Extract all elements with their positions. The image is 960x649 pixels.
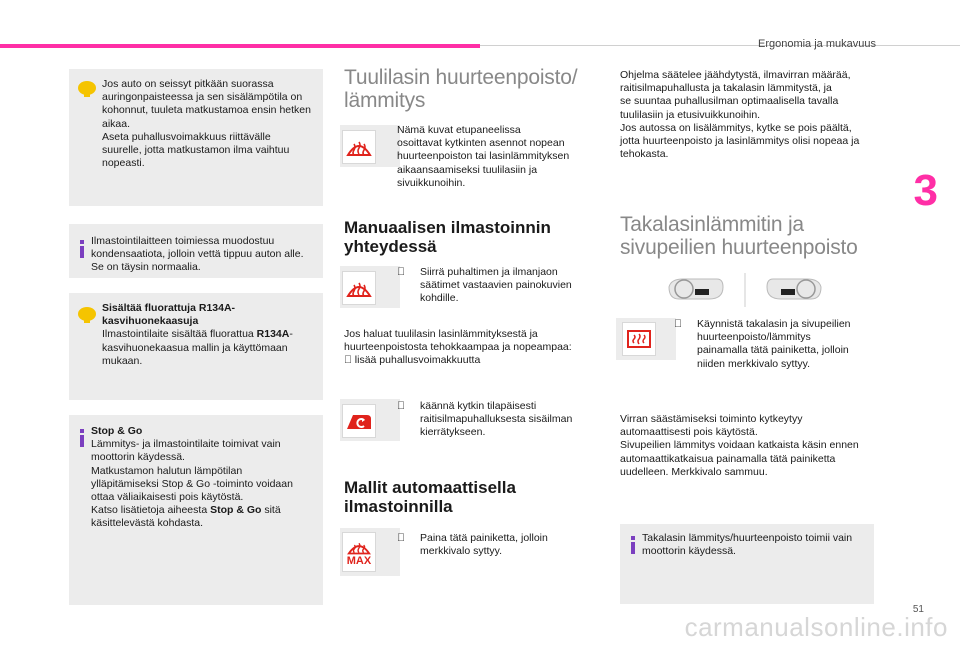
heading-windscreen-demist: Tuulilasin huurteenpoisto/ lämmitys <box>344 66 578 112</box>
manual-paragraph: Jos haluat tuulilasin lasinlämmityksestä ja huurteenpoistosta tehokkaampaa ja nopeampaa: lisää puhallusvoimakkuutta <box>344 328 572 367</box>
note-title: Sisältää fluorattuja R134A- kasvihuonekaasuja <box>102 302 236 328</box>
note-box-rear-demist <box>620 524 874 604</box>
recirculation-icon <box>345 409 373 433</box>
heading-auto-ac: Mallit automaattisella ilmastoinnilla <box>344 478 516 516</box>
rear-demist-button <box>622 322 656 356</box>
manual-item-text: Siirrä puhaltimen ja ilmanjaon säätimet vastaavien painokuvien kohdille. <box>420 266 572 305</box>
front-demist-icon <box>345 276 373 300</box>
bullet-marker <box>397 266 409 279</box>
page-number: 51 <box>912 604 924 615</box>
recirculation-button <box>342 404 376 438</box>
note-text: Takalasin lämmitys/huurteenpoisto toimii vain moottorin käydessä. <box>642 532 853 558</box>
note-box-sunlight <box>69 69 323 206</box>
note-box-condensation <box>69 224 323 278</box>
note-box-stop-go <box>69 415 323 605</box>
note-text-b: - kasvihuonekaasua mallin ja käyttömaan mukaan. <box>102 328 293 367</box>
note-box-refrigerant <box>69 293 323 400</box>
header-accent-bar <box>0 44 480 48</box>
intro-text: Nämä kuvat etupaneelissa osoittavat kytkinten asennot nopean huurteenpoiston tai lasinlämmityksen aikaansaamiseksi tuulilasiin ja sivuikkunoihin. <box>397 124 570 189</box>
note-text <box>102 302 320 368</box>
front-demist-button <box>342 130 376 164</box>
lightbulb-icon <box>77 307 97 323</box>
note-text-a: Lämmitys- ja ilmastointilaite toimivat vain moottorin käydessä. Matkustamon halutun lämpötilan ylläpitämiseksi Stop & Go -toiminto voidaan ottaa väliaikaisesti pois käytöstä. Katso lisätietoja aiheesta <box>91 438 293 517</box>
note-text-bold: R134A <box>256 328 290 341</box>
note-text-bold: Stop & Go <box>210 504 262 517</box>
max-demist-button <box>342 532 376 572</box>
right-paragraph-2: Virran säästämiseksi toiminto kytkeytyy automaattisesti pois käytöstä. Sivupeilien lämmitys voidaan katkaista käsin ennen automaattikatkaisua painamalla tätä painiketta uudelleen. Merkkivalo sammuu. <box>620 413 859 478</box>
note-text-a: Ilmastointilaite sisältää fluorattua <box>102 328 257 341</box>
front-demist-button <box>342 271 376 305</box>
heading-manual-ac: Manuaalisen ilmastoinnin yhteydessä <box>344 218 551 256</box>
bullet-marker <box>397 532 409 545</box>
heading-rear-demist: Takalasinlämmitin ja sivupeilien huurteenpoisto <box>620 213 858 259</box>
rear-item-text: Käynnistä takalasin ja sivupeilien huurteenpoisto/lämmitys painamalla tätä painiketta, jolloin niiden merkkivalo syttyy. <box>697 318 851 370</box>
info-icon <box>79 429 85 447</box>
recirculation-item-text: käännä kytkin tilapäisesti raitisilmapuhalluksesta sisäilman kierrätykseen. <box>420 400 573 439</box>
front-demist-icon <box>345 135 373 159</box>
bullet-marker <box>397 400 409 413</box>
front-demist-icon <box>346 538 372 556</box>
note-text: Jos auto on seissyt pitkään suorassa auringonpaisteessa ja sen sisälämpötila on kohonnut, tuuleta matkustamoa ensin hetken aikaa. Aseta puhallusvoimakkuus riittävälle suurelle, jotta matkustamon ilma vaihtuu nopeasti. <box>102 78 311 170</box>
bullet-marker <box>674 318 686 331</box>
info-icon <box>630 536 636 554</box>
header-rule <box>480 45 960 46</box>
right-paragraph-1: Ohjelma säätelee jäähdytystä, ilmavirran määrää, raitisilmapuhallusta ja takalasin lämmitystä, ja se suuntaa puhallusilman optimaalisella tavalla tuulilasiin ja etusivuikkunoihin. Jos autossa on lisälämmitys, kytke se pois päältä, jotta huurteenpoisto ja lasinlämmitys olisi nopeaa ja tehokasta. <box>620 69 860 161</box>
watermark: carmanualsonline.info <box>684 612 948 642</box>
section-title: Ergonomia ja mukavuus <box>757 38 876 50</box>
lightbulb-icon <box>77 81 97 97</box>
note-title: Stop & Go <box>91 425 143 437</box>
max-label: MAX <box>346 554 372 567</box>
note-text <box>91 425 321 531</box>
chapter-number: 3 <box>913 166 938 215</box>
auto-item-text: Paina tätä painiketta, jolloin merkkivalo syttyy. <box>420 532 548 558</box>
rear-demist-icon <box>625 327 653 351</box>
note-text: Ilmastointilaitteen toimiessa muodostuu kondensaatiota, jolloin vettä tippuu auton alle. Se on täysin normaalia. <box>91 235 304 274</box>
note-text-b: sitä käsittelevästä kohdasta. <box>91 504 281 530</box>
info-icon <box>79 240 85 258</box>
side-mirrors-illustration <box>665 273 825 307</box>
